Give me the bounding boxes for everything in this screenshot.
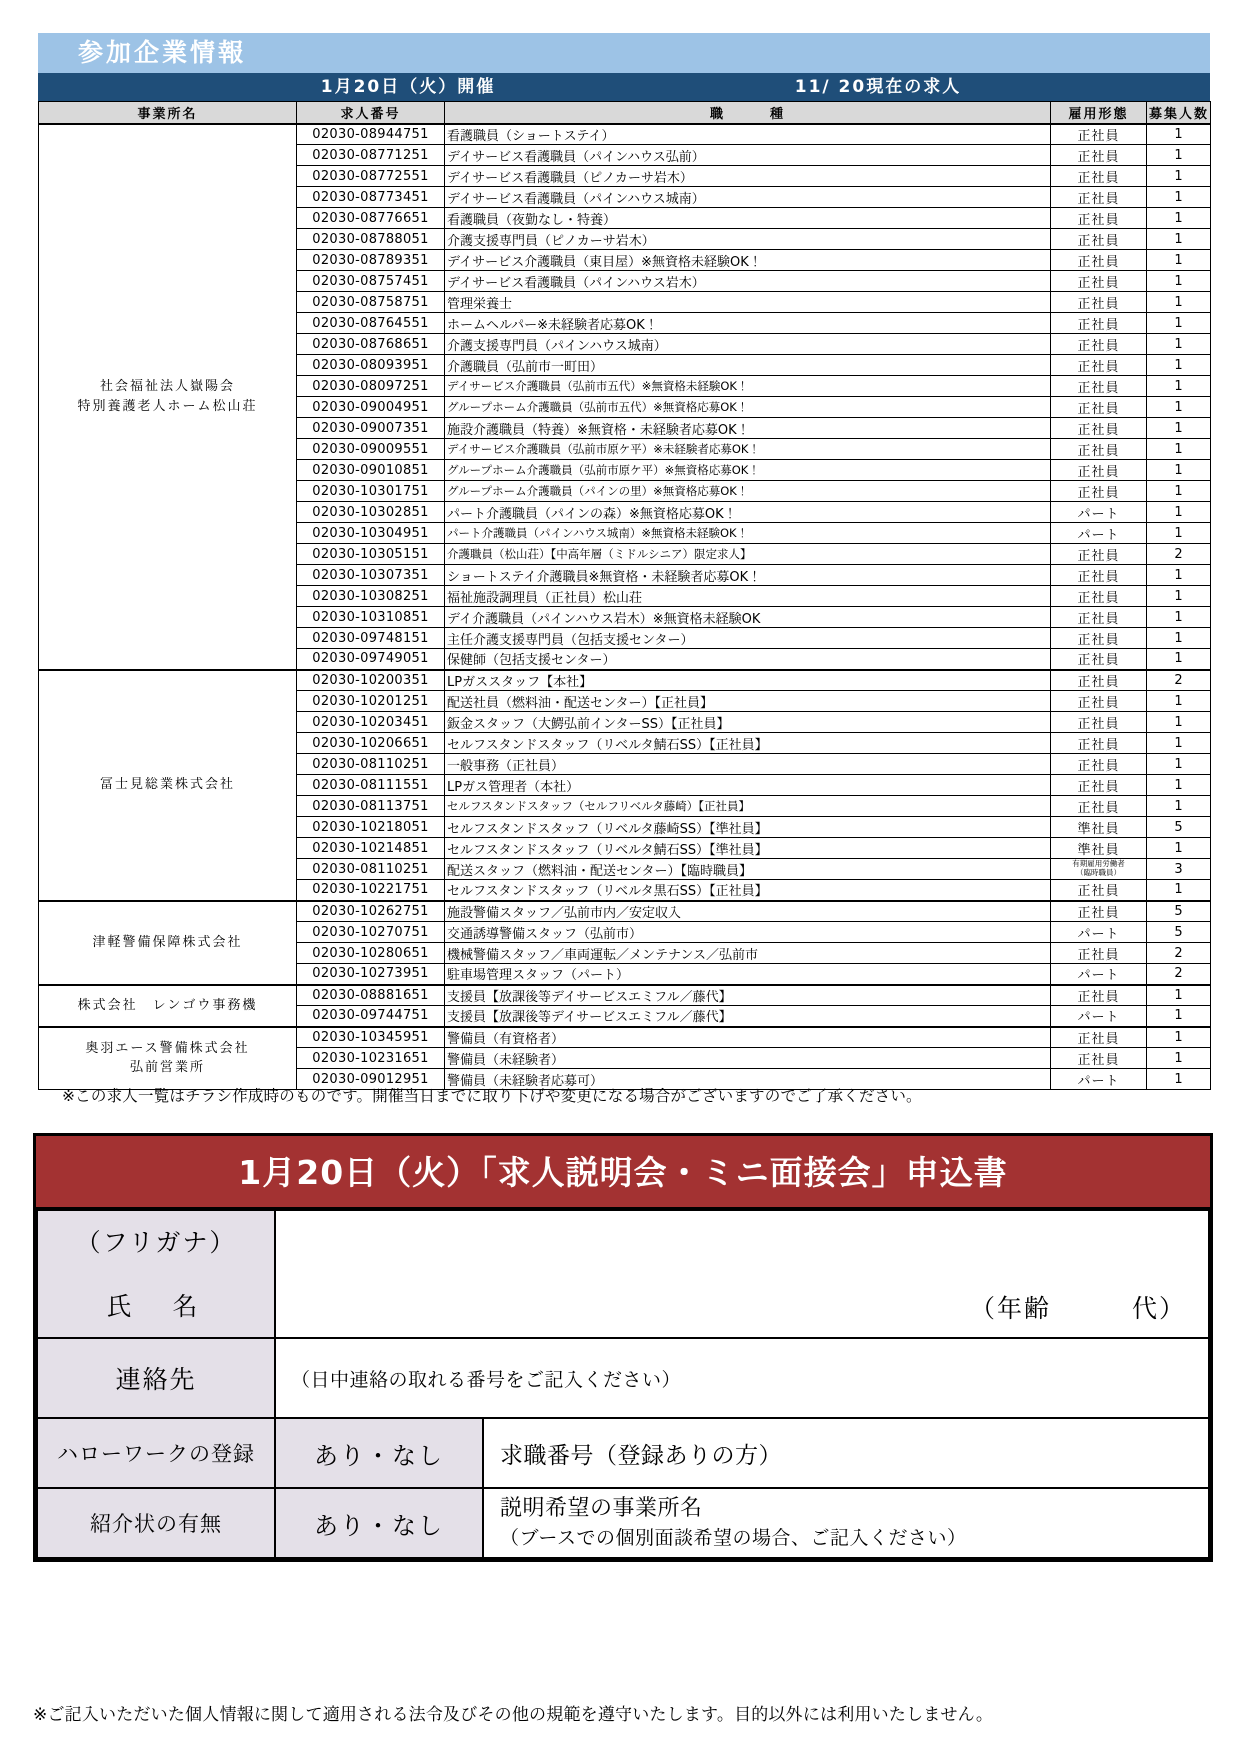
job-number-cell: 02030-08773451	[297, 187, 445, 208]
job-type-cell: 警備員（未経験者）	[445, 1048, 1051, 1069]
desired-company-cell[interactable]	[483, 1488, 1209, 1558]
job-type-cell: セルフスタンドスタッフ（セルフリベルタ藤崎）【正社員】	[445, 796, 1051, 817]
employment-type-cell: 正社員	[1051, 124, 1147, 145]
job-number-cell: 02030-09744751	[297, 1006, 445, 1027]
banner-subheader	[38, 73, 1210, 101]
application-form-table	[36, 1209, 1210, 1559]
vacancy-count-cell: 1	[1147, 985, 1211, 1006]
job-type-cell: セルフスタンドスタッフ（リベルタ黒石SS）【正社員】	[445, 880, 1051, 901]
vacancy-count-cell: 2	[1147, 964, 1211, 985]
job-type-cell: 管理栄養士	[445, 292, 1051, 313]
vacancy-count-cell: 1	[1147, 418, 1211, 439]
job-number-cell: 02030-08768651	[297, 334, 445, 355]
application-form	[33, 1133, 1213, 1562]
table-disclaimer-note: ※この求人一覧はチラシ作成時のものです。開催当日までに取り下げや変更になる場合がございますのでご了承ください。	[62, 1087, 922, 1105]
banner-title: 参加企業情報	[38, 33, 1210, 73]
vacancy-count-cell: 2	[1147, 544, 1211, 565]
employment-type-cell: 正社員	[1051, 397, 1147, 418]
employment-type-cell: パート	[1051, 1006, 1147, 1027]
vacancy-count-cell: 5	[1147, 901, 1211, 922]
vacancy-count-cell: 3	[1147, 859, 1211, 880]
job-number-cell: 02030-10305151	[297, 544, 445, 565]
job-type-cell: LPガススタッフ【本社】	[445, 670, 1051, 691]
job-number-cell: 02030-08771251	[297, 145, 445, 166]
job-number-cell: 02030-09012951	[297, 1069, 445, 1090]
employment-type-cell: 正社員	[1051, 145, 1147, 166]
vacancy-count-cell: 1	[1147, 628, 1211, 649]
vacancy-count-cell: 1	[1147, 313, 1211, 334]
job-number-cell: 02030-10270751	[297, 922, 445, 943]
employment-type-cell: 正社員	[1051, 586, 1147, 607]
vacancy-count-cell: 1	[1147, 754, 1211, 775]
job-listing-table	[38, 101, 1211, 1090]
employment-type-cell: 正社員	[1051, 166, 1147, 187]
job-type-cell: デイサービス介護職員（弘前市五代）※無資格未経験OK！	[445, 376, 1051, 397]
job-number-cell: 02030-10301751	[297, 481, 445, 502]
contact-input-cell[interactable]	[275, 1338, 1209, 1418]
job-number-cell: 02030-10221751	[297, 880, 445, 901]
name-label: 氏 名	[106, 1292, 206, 1321]
job-type-cell: 保健師（包括支援センター）	[445, 649, 1051, 670]
job-type-cell: セルフスタンドスタッフ（リベルタ鯖石SS）【正社員】	[445, 733, 1051, 754]
job-type-cell: 介護職員（松山荘）【中高年層（ミドルシニア）限定求人】	[445, 544, 1051, 565]
job-type-cell: グループホーム介護職員（弘前市原ケ平）※無資格応募OK！	[445, 460, 1051, 481]
job-number-cell: 02030-10310851	[297, 607, 445, 628]
vacancy-count-cell: 1	[1147, 439, 1211, 460]
job-type-cell: デイ介護職員（パインハウス岩木）※無資格未経験OK	[445, 607, 1051, 628]
job-number-cell: 02030-08772551	[297, 166, 445, 187]
company-name-cell: 奥羽エース警備株式会社 弘前営業所	[39, 1027, 297, 1090]
job-number-cell: 02030-08758751	[297, 292, 445, 313]
hellowork-label: ハローワークの登録	[37, 1418, 275, 1488]
job-type-cell: 一般事務（正社員）	[445, 754, 1051, 775]
job-type-cell: 看護職員（夜勤なし・特養）	[445, 208, 1051, 229]
job-type-cell: 駐車場管理スタッフ（パート）	[445, 964, 1051, 985]
job-number-cell: 02030-09010851	[297, 460, 445, 481]
col-header-company: 事業所名	[39, 102, 297, 124]
job-type-cell: デイサービス看護職員（パインハウス弘前）	[445, 145, 1051, 166]
job-number-cell: 02030-10203451	[297, 712, 445, 733]
employment-type-cell: 正社員	[1051, 208, 1147, 229]
employment-type-cell: パート	[1051, 1069, 1147, 1090]
vacancy-count-cell: 2	[1147, 670, 1211, 691]
job-type-cell: デイサービス介護職員（弘前市原ケ平）※未経験者応募OK！	[445, 439, 1051, 460]
job-number-cell: 02030-10200351	[297, 670, 445, 691]
job-number-cell: 02030-08110251	[297, 754, 445, 775]
table-row	[39, 901, 1211, 922]
vacancy-count-cell: 1	[1147, 1048, 1211, 1069]
vacancy-count-cell: 1	[1147, 187, 1211, 208]
vacancy-count-cell: 1	[1147, 649, 1211, 670]
vacancy-count-cell: 1	[1147, 733, 1211, 754]
job-type-cell: LPガス管理者（本社）	[445, 775, 1051, 796]
job-type-cell: 看護職員（ショートステイ）	[445, 124, 1051, 145]
employment-type-cell: 正社員	[1051, 880, 1147, 901]
job-type-cell: 施設警備スタッフ／弘前市内／安定収入	[445, 901, 1051, 922]
name-label-cell	[37, 1210, 275, 1338]
form-title: 1月20日（火）「求人説明会・ミニ面接会」申込書	[36, 1136, 1210, 1209]
desired-company-label: 説明希望の事業所名	[500, 1496, 703, 1522]
vacancy-count-cell: 1	[1147, 334, 1211, 355]
job-number-cell: 02030-08764551	[297, 313, 445, 334]
job-number-cell: 02030-09004951	[297, 397, 445, 418]
hellowork-value[interactable]: あり・なし	[275, 1418, 483, 1488]
job-number-cell: 02030-09009551	[297, 439, 445, 460]
vacancy-count-cell: 1	[1147, 145, 1211, 166]
job-number-cell: 02030-08097251	[297, 376, 445, 397]
col-header-count: 募集人数	[1147, 102, 1211, 124]
vacancy-count-cell: 1	[1147, 166, 1211, 187]
job-type-cell: 交通誘導警備スタッフ（弘前市）	[445, 922, 1051, 943]
job-type-cell: パート介護職員（パインの森）※無資格応募OK！	[445, 502, 1051, 523]
employment-type-cell: 正社員	[1051, 670, 1147, 691]
employment-type-cell: 正社員	[1051, 733, 1147, 754]
employment-type-cell: パート	[1051, 502, 1147, 523]
job-number-cell: 02030-08111551	[297, 775, 445, 796]
form-row-introduction	[37, 1488, 1209, 1558]
form-row-contact	[37, 1338, 1209, 1418]
job-number-cell: 02030-08093951	[297, 355, 445, 376]
job-number-cell: 02030-08757451	[297, 271, 445, 292]
vacancy-count-cell: 1	[1147, 250, 1211, 271]
job-number-cell: 02030-08110251	[297, 859, 445, 880]
vacancy-count-cell: 1	[1147, 1027, 1211, 1048]
vacancy-count-cell: 1	[1147, 208, 1211, 229]
company-name-cell: 社会福祉法人嶽陽会 特別養護老人ホーム松山荘	[39, 124, 297, 670]
job-number-cell: 02030-09748151	[297, 628, 445, 649]
employment-type-cell: 正社員	[1051, 229, 1147, 250]
job-number-cell: 02030-10262751	[297, 901, 445, 922]
employment-type-cell: 準社員	[1051, 817, 1147, 838]
job-type-cell: 配送スタッフ（燃料油・配送センター）【臨時職員】	[445, 859, 1051, 880]
employment-type-cell: パート	[1051, 964, 1147, 985]
vacancy-count-cell: 1	[1147, 565, 1211, 586]
job-number-cell: 02030-10231651	[297, 1048, 445, 1069]
employment-type-cell: 正社員	[1051, 775, 1147, 796]
vacancy-count-cell: 1	[1147, 460, 1211, 481]
employment-type-cell: 正社員	[1051, 607, 1147, 628]
employment-type-cell: 正社員	[1051, 187, 1147, 208]
employment-type-cell: 正社員	[1051, 481, 1147, 502]
job-number-cell: 02030-08789351	[297, 250, 445, 271]
vacancy-count-cell: 1	[1147, 523, 1211, 544]
job-number-cell: 02030-08881651	[297, 985, 445, 1006]
employment-type-cell: 正社員	[1051, 754, 1147, 775]
employment-type-cell: 正社員	[1051, 292, 1147, 313]
vacancy-count-cell: 1	[1147, 838, 1211, 859]
employment-type-cell: 正社員	[1051, 712, 1147, 733]
vacancy-count-cell: 1	[1147, 502, 1211, 523]
vacancy-count-cell: 1	[1147, 586, 1211, 607]
vacancy-count-cell: 1	[1147, 775, 1211, 796]
job-type-cell: 介護職員（弘前市一町田）	[445, 355, 1051, 376]
privacy-note: ※ご記入いただいた個人情報に関して適用される法令及びその他の規範を遵守いたします。目的以外には利用いたしません。	[33, 1705, 994, 1725]
job-number-cell: 02030-10273951	[297, 964, 445, 985]
company-name-cell: 株式会社 レンゴウ事務機	[39, 985, 297, 1027]
job-number-cell: 02030-10302851	[297, 502, 445, 523]
employment-type-cell: 正社員	[1051, 691, 1147, 712]
introduction-label: 紹介状の有無	[37, 1488, 275, 1558]
table-row	[39, 670, 1211, 691]
vacancy-count-cell: 1	[1147, 880, 1211, 901]
job-type-cell: デイサービス介護職員（東目屋）※無資格未経験OK！	[445, 250, 1051, 271]
vacancy-count-cell: 1	[1147, 376, 1211, 397]
contact-label: 連絡先	[37, 1338, 275, 1418]
vacancy-count-cell: 1	[1147, 229, 1211, 250]
employment-type-cell: 正社員	[1051, 1027, 1147, 1048]
table-row	[39, 1027, 1211, 1048]
employment-type-cell: 正社員	[1051, 901, 1147, 922]
job-type-cell: 支援員【放課後等デイサービスエミフル／藤代】	[445, 1006, 1051, 1027]
vacancy-count-cell: 5	[1147, 922, 1211, 943]
job-number-cell: 02030-08788051	[297, 229, 445, 250]
job-type-cell: 配送社員（燃料油・配送センター）【正社員】	[445, 691, 1051, 712]
age-note: （年齢 代）	[969, 1294, 1186, 1323]
listing-date: 11/ 20現在の求人	[794, 77, 962, 97]
employment-type-cell: 正社員	[1051, 943, 1147, 964]
job-type-cell: デイサービス看護職員（ピノカーサ岩木）	[445, 166, 1051, 187]
table-row	[39, 124, 1211, 145]
job-type-cell: グループホーム介護職員（弘前市五代）※無資格応募OK！	[445, 397, 1051, 418]
vacancy-count-cell: 5	[1147, 817, 1211, 838]
job-type-cell: 支援員【放課後等デイサービスエミフル／藤代】	[445, 985, 1051, 1006]
job-number-cell: 02030-08776651	[297, 208, 445, 229]
job-number-cell: 02030-09749051	[297, 649, 445, 670]
job-type-cell: セルフスタンドスタッフ（リベルタ藤崎SS）【準社員】	[445, 817, 1051, 838]
form-row-hellowork	[37, 1418, 1209, 1488]
job-number-cell: 02030-08113751	[297, 796, 445, 817]
vacancy-count-cell: 1	[1147, 796, 1211, 817]
employment-type-cell: 正社員	[1051, 565, 1147, 586]
job-type-cell: 主任介護支援専門員（包括支援センター）	[445, 628, 1051, 649]
job-number-cell: 02030-10308251	[297, 586, 445, 607]
job-number-cell: 02030-10218051	[297, 817, 445, 838]
employment-type-cell: 正社員	[1051, 250, 1147, 271]
job-number-cell: 02030-10304951	[297, 523, 445, 544]
employment-type-cell: 正社員	[1051, 376, 1147, 397]
job-number-cell: 02030-10201251	[297, 691, 445, 712]
employment-type-cell: 正社員	[1051, 796, 1147, 817]
job-type-cell: 機械警備スタッフ／車両運転／メンテナンス／弘前市	[445, 943, 1051, 964]
vacancy-count-cell: 2	[1147, 943, 1211, 964]
employment-type-cell: 正社員	[1051, 355, 1147, 376]
vacancy-count-cell: 1	[1147, 124, 1211, 145]
job-number-cell: 02030-09007351	[297, 418, 445, 439]
vacancy-count-cell: 1	[1147, 691, 1211, 712]
vacancy-count-cell: 1	[1147, 712, 1211, 733]
job-type-cell: 施設介護職員（特養）※無資格・未経験者応募OK！	[445, 418, 1051, 439]
company-name-cell: 冨士見総業株式会社	[39, 670, 297, 901]
employment-type-cell: 正社員	[1051, 1048, 1147, 1069]
table-header-row	[39, 102, 1211, 124]
job-type-cell: 鈑金スタッフ（大鰐弘前インターSS）【正社員】	[445, 712, 1051, 733]
job-type-cell: 介護支援専門員（ピノカーサ岩木）	[445, 229, 1051, 250]
job-type-cell: 警備員（未経験者応募可）	[445, 1069, 1051, 1090]
company-name-cell: 津軽警備保障株式会社	[39, 901, 297, 985]
vacancy-count-cell: 1	[1147, 481, 1211, 502]
employment-type-cell: 正社員	[1051, 985, 1147, 1006]
vacancy-count-cell: 1	[1147, 607, 1211, 628]
employment-type-cell: 有期雇用労働者 （臨時職員）	[1051, 859, 1147, 880]
contact-hint: （日中連絡の取れる番号をご記入ください）	[291, 1368, 682, 1391]
table-row	[39, 985, 1211, 1006]
employment-type-cell: 正社員	[1051, 649, 1147, 670]
jobseeker-number-cell[interactable]: 求職番号（登録ありの方）	[483, 1418, 1209, 1488]
furigana-label: （フリガナ）	[75, 1228, 237, 1257]
job-number-cell: 02030-10307351	[297, 565, 445, 586]
job-number-cell: 02030-08944751	[297, 124, 445, 145]
vacancy-count-cell: 1	[1147, 355, 1211, 376]
vacancy-count-cell: 1	[1147, 1006, 1211, 1027]
job-number-cell: 02030-10214851	[297, 838, 445, 859]
employment-type-cell: 正社員	[1051, 271, 1147, 292]
job-number-cell: 02030-10206651	[297, 733, 445, 754]
vacancy-count-cell: 1	[1147, 1069, 1211, 1090]
job-number-cell: 02030-10280651	[297, 943, 445, 964]
job-type-cell: 警備員（有資格者）	[445, 1027, 1051, 1048]
job-type-cell: セルフスタンドスタッフ（リベルタ鯖石SS）【準社員】	[445, 838, 1051, 859]
col-header-number: 求人番号	[297, 102, 445, 124]
employment-type-cell: 正社員	[1051, 334, 1147, 355]
vacancy-count-cell: 1	[1147, 397, 1211, 418]
job-type-cell: 福祉施設調理員（正社員）松山荘	[445, 586, 1051, 607]
job-type-cell: 介護支援専門員（パインハウス城南）	[445, 334, 1051, 355]
col-header-employment: 雇用形態	[1051, 102, 1147, 124]
job-type-cell: パート介護職員（パインハウス城南）※無資格未経験OK！	[445, 523, 1051, 544]
job-number-cell: 02030-10345951	[297, 1027, 445, 1048]
job-type-cell: グループホーム介護職員（パインの里）※無資格応募OK！	[445, 481, 1051, 502]
job-type-cell: ホームヘルパー※未経験者応募OK！	[445, 313, 1051, 334]
employment-type-cell: 準社員	[1051, 838, 1147, 859]
employment-type-cell: パート	[1051, 922, 1147, 943]
job-type-cell: デイサービス看護職員（パインハウス岩木）	[445, 271, 1051, 292]
employment-type-cell: 正社員	[1051, 544, 1147, 565]
form-row-name	[37, 1210, 1209, 1338]
employment-type-cell: 正社員	[1051, 460, 1147, 481]
event-date: 1月20日（火）開催	[320, 77, 496, 97]
job-type-cell: ショートステイ介護職員※無資格・未経験者応募OK！	[445, 565, 1051, 586]
vacancy-count-cell: 1	[1147, 271, 1211, 292]
employment-type-cell: 正社員	[1051, 628, 1147, 649]
employment-type-cell: 正社員	[1051, 313, 1147, 334]
employment-type-cell: 正社員	[1051, 439, 1147, 460]
col-header-jobtype: 職 種	[445, 102, 1051, 124]
name-input-cell[interactable]	[275, 1210, 1209, 1338]
employment-type-cell: パート	[1051, 523, 1147, 544]
vacancy-count-cell: 1	[1147, 292, 1211, 313]
desired-company-sub: （ブースでの個別面談希望の場合、ご記入ください）	[500, 1527, 967, 1550]
employment-type-cell: 正社員	[1051, 418, 1147, 439]
header-banner	[38, 33, 1210, 101]
job-type-cell: デイサービス看護職員（パインハウス城南）	[445, 187, 1051, 208]
introduction-value[interactable]: あり・なし	[275, 1488, 483, 1558]
